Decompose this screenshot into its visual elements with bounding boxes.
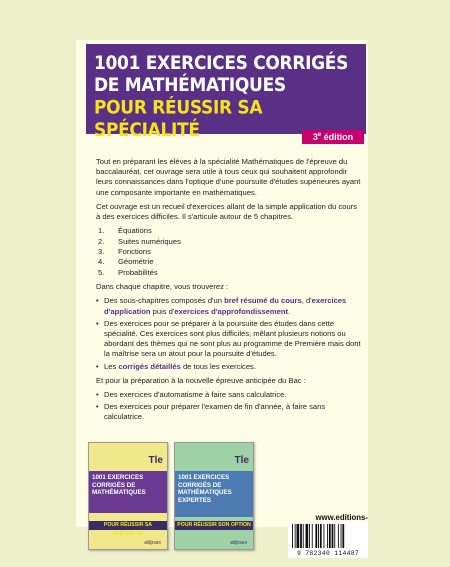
list-item (96, 319, 362, 360)
cover-subtitle: POUR RÉUSSIR SA SPÉCIALITÉ (89, 521, 167, 530)
cover-subtitle: POUR RÉUSSIR SON OPTION (175, 521, 253, 530)
edition-badge (302, 130, 364, 144)
related-book-cover[interactable] (88, 442, 168, 550)
chapter-label: Géométrie (118, 257, 154, 267)
highlight-text: bref résumé du cours (224, 296, 302, 306)
isbn-number: 9 782340 114487 (296, 550, 360, 557)
recueil-paragraph: Cet ouvrage est un recueil d'exercices allant de la simple application du cours à des exercices difficiles. Il s'articule autour de 5 chapitres. (96, 201, 358, 222)
level-label: Tle (234, 455, 249, 466)
bac-list (96, 390, 362, 423)
bullet-icon: • (96, 361, 99, 371)
chapter-item (96, 268, 362, 278)
highlight-text: corrigés détaillés (118, 361, 181, 371)
title-line-3: POUR RÉUSSIR SA SPÉCIALITÉ (94, 96, 263, 142)
list-item (96, 390, 362, 400)
edition-number: 3 (312, 132, 318, 142)
publisher-logo: ellipses (230, 540, 247, 546)
level-label: Tle (148, 455, 163, 466)
text-fragment: , d' (301, 296, 312, 306)
list-item (96, 296, 362, 316)
book-title (94, 52, 366, 142)
intro-paragraph: Tout en préparant les élèves à la spécialité Mathématiques de l'épreuve du baccalauréat, cet ouvrage sera utile à tous ceux qui souhaitent approfondir leurs connaissances dans l'optique d'une poursuite d'études supérieures ayant une composante importante en mathématiques. (96, 157, 361, 197)
barcode-bars (292, 524, 364, 548)
publisher-website[interactable]: www.editions- (315, 513, 368, 522)
chapter-contents-intro: Dans chaque chapitre, vous trouverez : (96, 282, 229, 292)
barcode (288, 522, 368, 558)
list-item (96, 362, 362, 372)
bullet-icon: • (96, 296, 99, 306)
highlight-text: exercices d'approfondissement (174, 306, 289, 316)
cover-title: 1001 EXERCICES CORRIGÉS DE MATHÉMATIQUES EXPERTES (175, 471, 253, 517)
chapter-list (96, 226, 362, 278)
text-fragment: puis d' (150, 306, 175, 316)
chapter-label: Équations (118, 226, 152, 236)
text-fragment: Des exercices pour préparer l'examen de fin d'année, à faire sans calculatrice. (104, 402, 326, 422)
title-line-1: 1001 EXERCICES CORRIGÉS (94, 52, 349, 75)
text-fragment: Les (104, 361, 119, 371)
chapter-item (96, 247, 362, 257)
text-fragment: . (288, 306, 291, 316)
chapter-number: 1. (98, 226, 105, 236)
bullet-icon: • (96, 402, 99, 412)
text-fragment: Des exercices d'automatisme à faire sans calculatrice. (104, 390, 287, 400)
chapter-number: 3. (98, 247, 105, 257)
title-line-2: DE MATHÉMATIQUES (94, 74, 286, 97)
bullet-icon: • (96, 318, 99, 328)
chapter-number: 5. (98, 267, 105, 277)
text-fragment: Des sous-chapitres composés d'un (104, 296, 225, 306)
list-item (96, 402, 362, 422)
edition-word: édition (321, 132, 354, 142)
edition-suffix: e (317, 132, 322, 138)
description (96, 157, 362, 427)
chapter-contents-list (96, 296, 362, 371)
related-book-cover[interactable] (174, 442, 254, 550)
chapter-item (96, 257, 362, 267)
chapter-label: Fonctions (118, 247, 151, 257)
chapter-number: 4. (98, 257, 105, 267)
chapter-label: Probabilités (118, 267, 158, 277)
bac-intro: Et pour la préparation à la nouvelle épreuve anticipée du Bac : (96, 375, 306, 385)
cover-title: 1001 EXERCICES CORRIGÉS DE MATHÉMATIQUES (89, 471, 167, 513)
chapter-label: Suites numériques (118, 236, 181, 246)
chapter-number: 2. (98, 236, 105, 246)
chapter-item (96, 226, 362, 236)
bullet-icon: • (96, 390, 99, 400)
text-fragment: Des exercices pour se préparer à la poursuite des études dans cette spécialité. Ces exercices sont plus difficiles, mêlant plusieurs notions ou abordant des thèmes qui ne sont plus au programme de Première mais dont la maîtrise sera un atout pour la poursuite d'études. (104, 318, 361, 359)
chapter-item (96, 237, 362, 247)
publisher-logo: ellipses (144, 540, 161, 546)
highlight-text: exercices d'application (104, 296, 347, 316)
text-fragment: de tous les exercices. (180, 361, 256, 371)
